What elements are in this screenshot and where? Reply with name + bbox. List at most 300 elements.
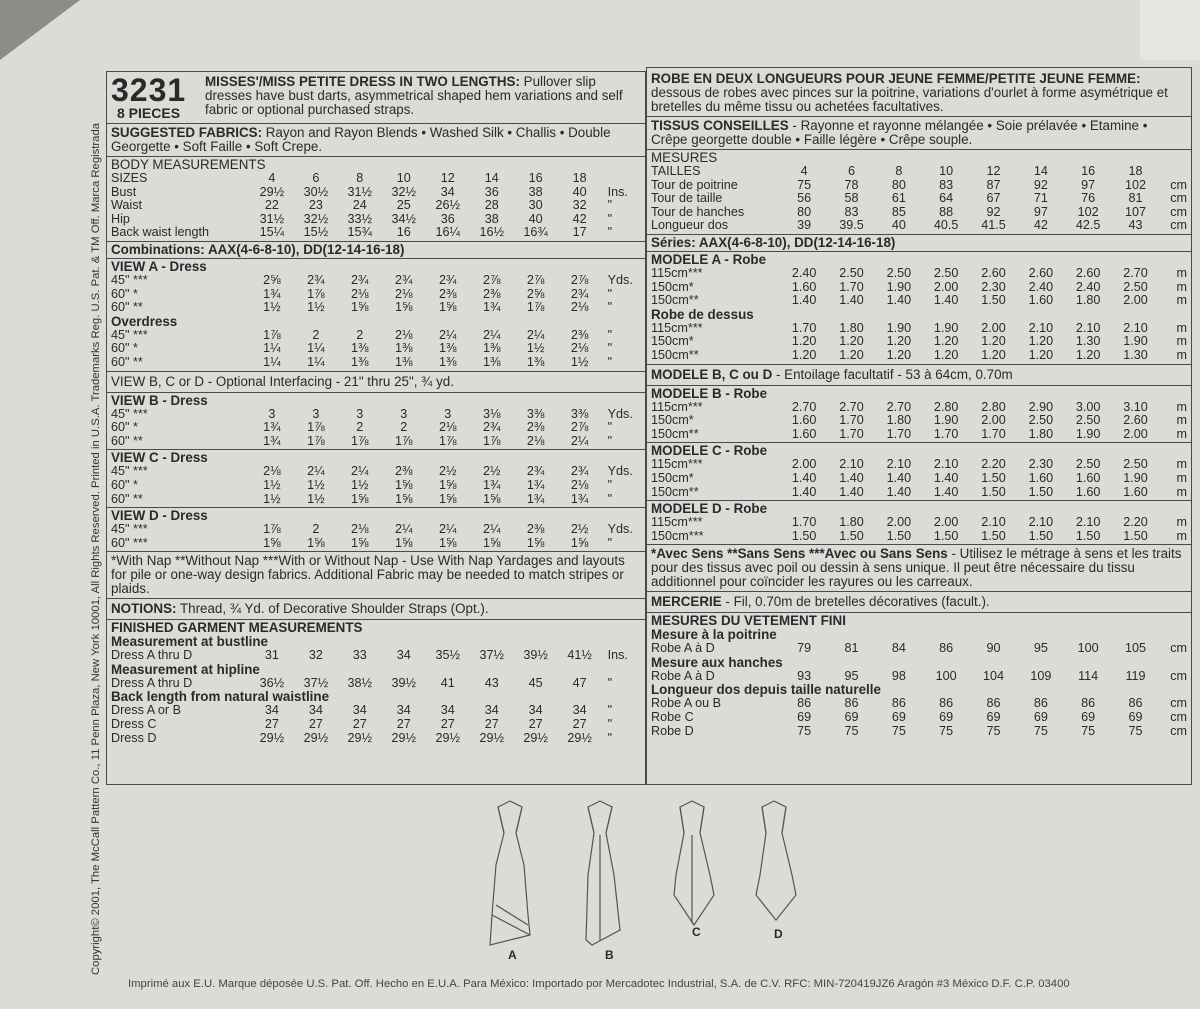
unit-cell: m bbox=[1176, 457, 1188, 472]
table-cell: 69 bbox=[1128, 710, 1143, 725]
table-cell: 29½ bbox=[567, 730, 592, 745]
table-row bbox=[111, 537, 641, 551]
row-label: 60" *** bbox=[111, 536, 148, 550]
table-cell: 40 bbox=[891, 218, 906, 233]
table-cell: 2.10 bbox=[1123, 320, 1148, 335]
sketch-label-b: B bbox=[605, 948, 614, 962]
table-cell: 2.40 bbox=[791, 265, 817, 280]
table-cell: 2.00 bbox=[933, 515, 959, 530]
table-cell: 6 bbox=[848, 164, 856, 178]
row-label: Tour de taille bbox=[651, 192, 723, 206]
row-label: SIZES bbox=[111, 172, 148, 185]
table-cell: 69 bbox=[939, 710, 954, 725]
table-cell: 1.20 bbox=[981, 334, 1006, 349]
table-cell: 1⅝ bbox=[438, 491, 457, 506]
view-a-title: VIEW A - Dress bbox=[111, 258, 207, 274]
table-cell: 1.30 bbox=[1075, 334, 1101, 349]
row-label: 115cm*** bbox=[651, 400, 703, 414]
table-cell: 1¼ bbox=[307, 354, 325, 369]
row-label: Dress A thru D bbox=[111, 676, 193, 690]
sketch-label-d: D bbox=[774, 927, 783, 941]
table-cell: 1¾ bbox=[482, 300, 501, 315]
fr-model-a-section bbox=[647, 252, 1191, 365]
table-cell: 1.40 bbox=[886, 470, 912, 485]
table-cell: 2.90 bbox=[1028, 399, 1054, 414]
fr-notions-label: MERCERIE bbox=[651, 594, 722, 610]
table-cell: 34 bbox=[528, 703, 543, 718]
table-cell: 8 bbox=[356, 171, 364, 185]
fr-hipline-table bbox=[651, 670, 1187, 684]
table-cell: 1.80 bbox=[1028, 426, 1054, 441]
table-cell: 1⅝ bbox=[395, 535, 413, 550]
table-cell: 104 bbox=[982, 668, 1004, 683]
body-measurements-section bbox=[107, 157, 645, 242]
sketch-label-a: A bbox=[508, 948, 517, 962]
table-cell: 2¼ bbox=[438, 327, 457, 342]
row-label: Robe A à D bbox=[651, 669, 715, 683]
table-row bbox=[651, 294, 1187, 308]
row-label: 150cm** bbox=[651, 348, 699, 362]
table-cell: 1¾ bbox=[526, 477, 545, 492]
table-cell: 86 bbox=[891, 696, 906, 711]
table-cell: 1⅜ bbox=[351, 354, 369, 369]
table-cell: 1⅝ bbox=[351, 300, 369, 315]
table-cell: 39 bbox=[797, 218, 812, 233]
table-cell: 1⅞ bbox=[263, 522, 281, 537]
finished-title: FINISHED GARMENT MEASUREMENTS bbox=[111, 620, 363, 636]
table-cell: 27 bbox=[308, 717, 323, 732]
unit-cell: " bbox=[607, 703, 613, 718]
fr-notions-section bbox=[647, 592, 1191, 613]
hipline-table bbox=[111, 677, 641, 691]
row-label: 150cm* bbox=[651, 280, 694, 294]
table-cell: 64 bbox=[939, 191, 954, 206]
table-cell: 34 bbox=[264, 703, 279, 718]
fr-finished-measurements-section bbox=[647, 613, 1191, 739]
table-cell: 2⅞ bbox=[526, 272, 545, 287]
table-cell: 1.50 bbox=[886, 528, 912, 543]
table-row bbox=[651, 165, 1187, 179]
table-cell: 36 bbox=[440, 211, 455, 226]
table-cell: 2⅛ bbox=[570, 477, 589, 492]
table-cell: 32 bbox=[308, 648, 323, 663]
table-cell: 81 bbox=[1128, 191, 1143, 206]
interfacing-text: VIEW B, C or D - Optional Interfacing - 21" thru 25", ¾ yd. bbox=[111, 373, 454, 389]
table-cell: 1.40 bbox=[839, 293, 864, 308]
table-cell: 86 bbox=[986, 696, 1001, 711]
table-cell: 14 bbox=[1033, 164, 1048, 178]
table-cell: 2 bbox=[356, 327, 364, 342]
view-c-table bbox=[111, 465, 641, 506]
table-cell: 2.30 bbox=[1028, 457, 1054, 472]
table-cell: 1.40 bbox=[791, 293, 817, 308]
table-row bbox=[651, 642, 1187, 656]
table-cell: 30½ bbox=[303, 184, 329, 199]
table-cell: 2.60 bbox=[1075, 265, 1101, 280]
finished-measurements-section bbox=[107, 620, 645, 746]
table-cell: 2¾ bbox=[351, 272, 369, 287]
table-cell: 1.20 bbox=[886, 334, 912, 349]
fabrics-text: Rayon and Rayon Blends • Washed Silk • Challis • Double Georgette • Soft Faille • Soft Crepe. bbox=[111, 125, 611, 154]
table-row bbox=[651, 530, 1187, 544]
table-cell: 2.50 bbox=[933, 265, 959, 280]
row-label: 115cm*** bbox=[651, 266, 703, 280]
unit-cell: " bbox=[607, 341, 613, 356]
table-cell: 38 bbox=[484, 211, 499, 226]
table-row bbox=[111, 329, 641, 343]
unit-cell: m bbox=[1176, 470, 1188, 485]
table-cell: 1⅝ bbox=[438, 477, 457, 492]
fr-fabrics-section bbox=[647, 117, 1191, 150]
table-cell: 86 bbox=[1128, 696, 1143, 711]
unit-cell: " bbox=[607, 717, 613, 732]
table-cell: 2¾ bbox=[526, 464, 545, 479]
table-cell: 42 bbox=[572, 211, 587, 226]
table-cell: 1⅝ bbox=[351, 491, 369, 506]
table-cell: 102 bbox=[1077, 204, 1099, 219]
unit-cell bbox=[1159, 165, 1187, 179]
table-cell: 1.20 bbox=[981, 347, 1006, 362]
table-cell: 1⅝ bbox=[482, 535, 501, 550]
table-cell: 1.70 bbox=[839, 279, 864, 294]
table-cell: 1.40 bbox=[933, 484, 959, 499]
table-row bbox=[651, 349, 1187, 363]
table-cell: 2 bbox=[312, 522, 320, 537]
table-cell: 1⅝ bbox=[263, 535, 281, 550]
table-cell: 79 bbox=[797, 641, 812, 656]
table-cell: 2.40 bbox=[1075, 279, 1101, 294]
table-cell: 40 bbox=[572, 184, 587, 199]
table-cell: 2.10 bbox=[1028, 515, 1054, 530]
english-panel bbox=[106, 71, 646, 785]
view-b-title: VIEW B - Dress bbox=[111, 392, 208, 408]
table-cell: 75 bbox=[844, 723, 859, 738]
unit-cell: m bbox=[1176, 265, 1188, 280]
table-cell: 2.10 bbox=[1075, 320, 1101, 335]
table-cell: 1.20 bbox=[886, 347, 912, 362]
body-measurements-title: BODY MEASUREMENTS bbox=[111, 157, 266, 172]
table-cell: 69 bbox=[1081, 710, 1096, 725]
table-cell: 1⅜ bbox=[438, 341, 457, 356]
interfacing-note bbox=[107, 372, 645, 393]
fr-robe-dessus-table bbox=[651, 322, 1187, 363]
table-cell: 2¼ bbox=[570, 433, 589, 448]
table-cell: 1.90 bbox=[1123, 470, 1148, 485]
table-cell: 1.40 bbox=[886, 484, 912, 499]
table-cell: 75 bbox=[1128, 723, 1143, 738]
unit-cell: " bbox=[607, 420, 613, 435]
table-cell: 1⅝ bbox=[395, 477, 413, 492]
table-cell: 97 bbox=[1033, 204, 1048, 219]
fr-description-title: ROBE EN DEUX LONGUEURS POUR JEUNE FEMME/PETITE JEUNE FEMME: bbox=[651, 71, 1141, 86]
table-cell: 27 bbox=[352, 717, 367, 732]
table-cell: 1.70 bbox=[981, 426, 1006, 441]
unit-cell: " bbox=[607, 535, 613, 550]
table-cell: 1⅝ bbox=[570, 535, 589, 550]
table-row bbox=[651, 458, 1187, 472]
fr-model-b-title: MODELE B - Robe bbox=[651, 385, 768, 401]
unit-cell bbox=[602, 172, 641, 186]
table-cell: 2⅜ bbox=[570, 327, 589, 342]
table-cell: 1.70 bbox=[791, 320, 817, 335]
table-cell: 1⅝ bbox=[482, 491, 501, 506]
table-cell: 1⅞ bbox=[482, 433, 501, 448]
fr-model-d-section bbox=[647, 501, 1191, 545]
table-row bbox=[651, 725, 1187, 739]
table-cell: 1.50 bbox=[791, 528, 817, 543]
table-cell: 2.50 bbox=[886, 265, 912, 280]
fr-notions-text: - Fil, 0.70m de bretelles décoratives (facult.). bbox=[725, 594, 990, 610]
table-cell: 1.40 bbox=[791, 470, 817, 485]
row-label: Tour de hanches bbox=[651, 205, 745, 219]
table-cell: 3 bbox=[268, 406, 276, 421]
table-cell: 15½ bbox=[303, 225, 329, 240]
table-row bbox=[651, 206, 1187, 220]
table-row bbox=[651, 179, 1187, 193]
fr-fabrics-label: TISSUS CONSEILLES bbox=[651, 118, 789, 133]
row-label: 60" * bbox=[111, 478, 138, 492]
table-cell: 1⅝ bbox=[307, 535, 325, 550]
table-cell: 2.10 bbox=[1075, 515, 1101, 530]
table-row bbox=[111, 408, 641, 422]
table-cell: 1⅝ bbox=[351, 535, 369, 550]
table-cell: 10 bbox=[939, 164, 954, 178]
table-cell: 1.20 bbox=[791, 334, 817, 349]
pieces-count: 8 PIECES bbox=[117, 105, 181, 121]
table-cell: 27 bbox=[572, 717, 587, 732]
unit-cell: Yds. bbox=[607, 272, 633, 287]
row-label: 150cm* bbox=[651, 414, 694, 428]
table-row bbox=[111, 732, 641, 746]
table-cell: 39.5 bbox=[839, 218, 864, 233]
table-cell: 2¼ bbox=[307, 464, 325, 479]
table-cell: 1⅜ bbox=[482, 341, 501, 356]
unit-cell: Yds. bbox=[607, 522, 633, 537]
row-label: 60" ** bbox=[111, 301, 143, 315]
table-cell: 28 bbox=[484, 198, 499, 213]
row-label: Dress C bbox=[111, 718, 157, 732]
table-row bbox=[651, 670, 1187, 684]
table-cell: 1⅝ bbox=[438, 300, 457, 315]
row-label: 150cm** bbox=[651, 294, 699, 308]
table-row bbox=[651, 192, 1187, 206]
fr-fabrics-text: - Rayonne et rayonne mélangée • Soie prélavée • Etamine • Crêpe georgette double • Faille légère • Crêpe souple. bbox=[651, 118, 1148, 147]
unit-cell: m bbox=[1176, 334, 1188, 349]
table-cell: 2⅛ bbox=[570, 300, 589, 315]
unit-cell: " bbox=[607, 327, 613, 342]
row-label: Dress A thru D bbox=[111, 649, 193, 663]
table-row bbox=[111, 523, 641, 537]
fr-header-section bbox=[647, 68, 1191, 117]
table-cell: 88 bbox=[939, 204, 954, 219]
table-cell: 15¼ bbox=[259, 225, 285, 240]
unit-cell: m bbox=[1176, 413, 1188, 428]
row-label: 45" *** bbox=[111, 407, 148, 421]
table-row bbox=[111, 704, 641, 718]
table-cell: 2.00 bbox=[1123, 426, 1148, 441]
table-cell: 2.60 bbox=[981, 265, 1006, 280]
table-cell: 34 bbox=[572, 703, 587, 718]
table-cell: 2.50 bbox=[1123, 279, 1148, 294]
table-cell: 1.40 bbox=[839, 484, 864, 499]
view-d-title: VIEW D - Dress bbox=[111, 508, 208, 524]
table-cell: 1.90 bbox=[1123, 334, 1148, 349]
table-cell: 36½ bbox=[259, 675, 285, 690]
row-label: Waist bbox=[111, 199, 143, 213]
body-measurements-table bbox=[111, 172, 641, 240]
table-cell: 42 bbox=[1033, 218, 1048, 233]
sketch-view-d bbox=[756, 801, 796, 920]
table-cell: 2.70 bbox=[791, 399, 817, 414]
table-cell: 1⅝ bbox=[526, 535, 545, 550]
row-label: 150cm** bbox=[651, 427, 699, 441]
table-cell: 75 bbox=[986, 723, 1001, 738]
row-label: 115cm*** bbox=[651, 321, 703, 335]
fr-model-c-title: MODELE C - Robe bbox=[651, 443, 768, 459]
table-cell: 26½ bbox=[435, 198, 460, 213]
table-cell: 1⅜ bbox=[438, 354, 457, 369]
fr-body-measurements-title: MESURES bbox=[651, 150, 718, 165]
fr-body-measurements-table bbox=[651, 165, 1187, 233]
table-cell: 2⅛ bbox=[263, 464, 281, 479]
fr-nap-text: - Utilisez le métrage à sens et les traits pour des tissus avec poil ou dessin à sens unique. Il peut être nécessaire du tissu additionnel pour coïncider les rayures ou les carreaux. bbox=[651, 546, 1182, 590]
table-cell: 1.40 bbox=[933, 470, 959, 485]
table-cell: 1⅞ bbox=[307, 433, 325, 448]
fr-hipline-title: Mesure aux hanches bbox=[651, 654, 783, 670]
table-cell: 1.60 bbox=[791, 413, 817, 428]
table-cell: 1⅞ bbox=[263, 327, 281, 342]
unit-cell: cm bbox=[1170, 723, 1188, 738]
table-row bbox=[651, 697, 1187, 711]
table-cell: 2½ bbox=[482, 464, 501, 479]
table-cell: 2 bbox=[312, 327, 320, 342]
fr-model-d-title: MODELE D - Robe bbox=[651, 501, 768, 517]
table-cell: 1⅞ bbox=[307, 420, 325, 435]
table-cell: 31½ bbox=[347, 184, 373, 199]
table-cell: 16 bbox=[396, 225, 411, 240]
table-cell: 2.80 bbox=[933, 399, 959, 414]
unit-cell: cm bbox=[1170, 191, 1188, 206]
table-cell: 1⅝ bbox=[395, 491, 413, 506]
table-cell: 25 bbox=[396, 198, 411, 213]
view-a-section bbox=[107, 259, 645, 372]
table-cell: 2.80 bbox=[981, 399, 1006, 414]
table-cell: 1.40 bbox=[839, 470, 864, 485]
table-cell: 2⅛ bbox=[438, 420, 457, 435]
table-cell: 2.50 bbox=[1075, 413, 1101, 428]
table-cell: 86 bbox=[1033, 696, 1048, 711]
table-cell: 1.90 bbox=[1075, 426, 1101, 441]
table-cell: 1.50 bbox=[1028, 484, 1054, 499]
table-row bbox=[111, 342, 641, 356]
combinations-text: Combinations: AAX(4-6-8-10), DD(12-14-16-18) bbox=[111, 241, 405, 257]
table-row bbox=[651, 322, 1187, 336]
table-cell: 1.40 bbox=[933, 293, 959, 308]
table-cell: 34 bbox=[396, 703, 411, 718]
table-cell: 2.00 bbox=[981, 413, 1006, 428]
fabrics-label: SUGGESTED FABRICS: bbox=[111, 125, 263, 140]
table-cell: 34 bbox=[440, 703, 455, 718]
row-label: Bust bbox=[111, 185, 137, 199]
table-cell: 12 bbox=[986, 164, 1001, 178]
table-cell: 58 bbox=[844, 191, 859, 206]
table-cell: 37½ bbox=[479, 648, 504, 663]
fr-back-length-title: Longueur dos depuis taille naturelle bbox=[651, 682, 881, 698]
table-cell: 1.20 bbox=[791, 347, 817, 362]
row-label: 60" * bbox=[111, 342, 138, 356]
table-cell: 61 bbox=[891, 191, 906, 206]
unit-cell: " bbox=[607, 286, 613, 301]
table-cell: 1.60 bbox=[1075, 484, 1101, 499]
fr-nap-note bbox=[647, 545, 1191, 592]
table-cell: 8 bbox=[895, 164, 903, 178]
unit-cell: m bbox=[1176, 484, 1188, 499]
table-row bbox=[111, 465, 641, 479]
notions-label: NOTIONS: bbox=[111, 601, 177, 617]
table-cell: 2.00 bbox=[791, 457, 817, 472]
fr-model-b-table bbox=[651, 401, 1187, 442]
unit-cell: m bbox=[1176, 426, 1188, 441]
unit-cell: " bbox=[607, 477, 613, 492]
row-label: Longueur dos bbox=[651, 219, 729, 233]
table-cell: 80 bbox=[797, 204, 812, 219]
table-cell: 34 bbox=[352, 703, 367, 718]
hipline-title: Measurement at hipline bbox=[111, 661, 260, 677]
row-label: 150cm*** bbox=[651, 529, 704, 543]
sketch-view-b bbox=[586, 801, 620, 945]
row-label: Robe C bbox=[651, 711, 694, 725]
table-cell: 2¾ bbox=[570, 286, 589, 301]
row-label: Dress D bbox=[111, 731, 157, 745]
table-cell: 1⅜ bbox=[395, 341, 413, 356]
table-cell: 105 bbox=[1124, 641, 1146, 656]
description-title: MISSES'/MISS PETITE DRESS IN TWO LENGTHS: bbox=[205, 74, 520, 89]
table-cell: 1.90 bbox=[933, 320, 959, 335]
table-cell: 2⅛ bbox=[351, 522, 369, 537]
table-cell: 4 bbox=[800, 164, 808, 178]
table-cell: 1.20 bbox=[839, 334, 864, 349]
table-cell: 119 bbox=[1125, 668, 1146, 683]
table-row bbox=[111, 213, 641, 227]
table-cell: 29½ bbox=[259, 184, 285, 199]
table-cell: 100 bbox=[1077, 641, 1099, 656]
table-cell: 27 bbox=[484, 717, 499, 732]
unit-cell: " bbox=[607, 354, 613, 369]
table-cell: 1.60 bbox=[1028, 293, 1054, 308]
row-label: Dress A or B bbox=[111, 704, 181, 718]
table-cell: 84 bbox=[891, 641, 906, 656]
table-cell: 67 bbox=[986, 191, 1001, 206]
fr-interfacing-text: - Entoilage facultatif - 53 à 64cm, 0.70m bbox=[776, 366, 1013, 382]
table-cell: 35½ bbox=[435, 648, 460, 663]
table-row bbox=[651, 401, 1187, 415]
table-cell: 33½ bbox=[347, 211, 373, 226]
table-cell: 1.50 bbox=[981, 470, 1006, 485]
table-cell: 75 bbox=[891, 723, 906, 738]
table-cell: 56 bbox=[797, 191, 812, 206]
table-cell: 3.00 bbox=[1075, 399, 1101, 414]
table-cell: 2¾ bbox=[482, 420, 501, 435]
view-b-table bbox=[111, 408, 641, 449]
table-cell: 16 bbox=[1081, 164, 1096, 178]
table-cell: 1¾ bbox=[570, 491, 589, 506]
table-cell: 31 bbox=[264, 648, 279, 663]
unit-cell: " bbox=[607, 225, 613, 240]
fr-back-length-table bbox=[651, 697, 1187, 738]
table-row bbox=[111, 172, 641, 186]
table-cell: 3 bbox=[444, 406, 452, 421]
table-cell: 76 bbox=[1081, 191, 1096, 206]
